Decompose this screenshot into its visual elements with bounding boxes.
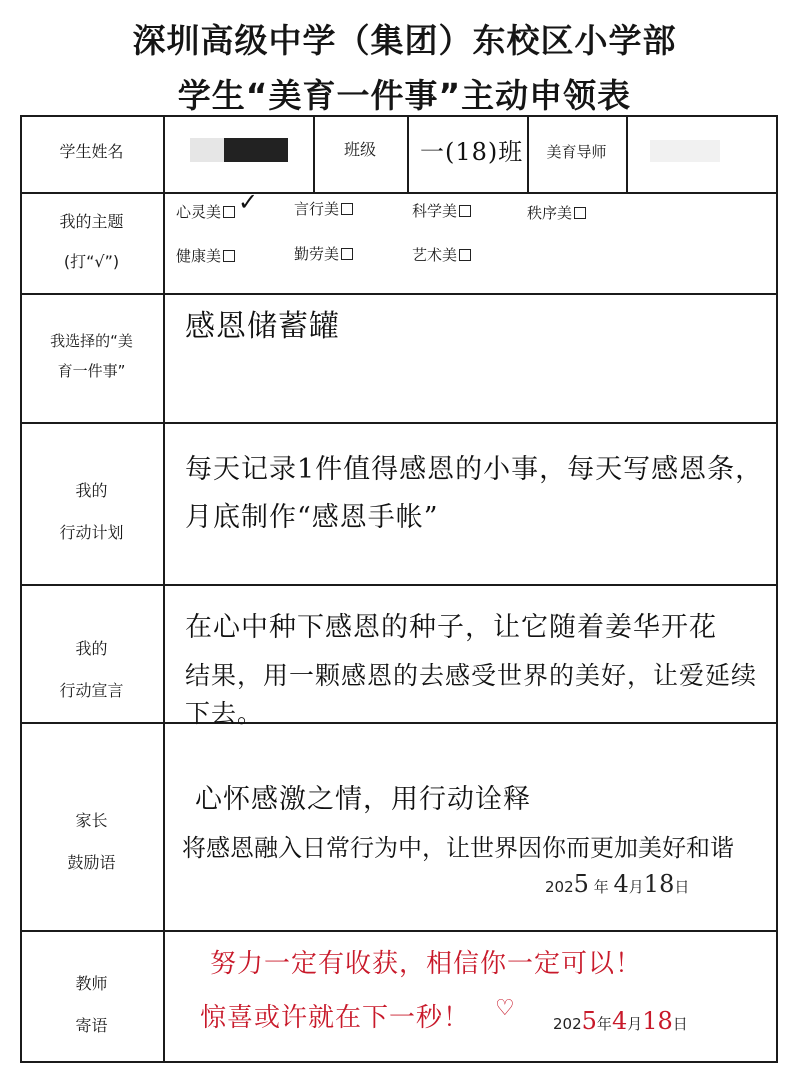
topic-label-line2: (打“√”)	[63, 252, 120, 271]
chosen-value: 感恩储蓄罐	[185, 309, 340, 344]
plan-line: 月底制作“感恩手帐”	[185, 502, 439, 533]
parent-date: 2025 年 4月18日	[545, 870, 690, 898]
topic-option[interactable]: 言行美	[294, 198, 353, 219]
redacted-name-blur	[190, 138, 224, 162]
class-label: 班级	[343, 140, 376, 159]
parent-label: 家长 鼓励语	[67, 811, 116, 872]
topic-option[interactable]: 科学美	[412, 200, 471, 221]
redacted-student-name	[224, 138, 288, 162]
parent-comment-line: 心怀感激之情，用行动诠释	[195, 784, 531, 815]
row-divider	[20, 422, 778, 424]
form-title: 深圳高级中学（集团）东校区小学部	[132, 21, 677, 60]
mentor-label: 美育导师	[546, 143, 607, 161]
row-divider	[20, 584, 778, 586]
student-name-label: 学生姓名	[59, 142, 124, 161]
topic-option[interactable]: 勤劳美	[294, 243, 353, 264]
redacted-mentor-name	[650, 140, 720, 162]
plan-line: 每天记录1件值得感恩的小事，每天写感恩条，	[185, 454, 764, 485]
chosen-label: 我选择的“美 育一件事”	[50, 332, 133, 380]
checkbox-icon[interactable]	[341, 203, 353, 215]
declaration-label: 我的 行动宣言	[59, 639, 124, 700]
checkbox-icon[interactable]	[223, 250, 235, 262]
checkbox-icon[interactable]	[459, 205, 471, 217]
checkbox-icon[interactable]	[341, 248, 353, 260]
topic-option[interactable]: 艺术美	[412, 244, 471, 265]
teacher-date: 2025年4月18日	[553, 1007, 688, 1035]
column-divider	[163, 115, 165, 1063]
row-divider	[20, 930, 778, 932]
column-divider	[407, 115, 409, 192]
class-value: 一(18)班	[420, 138, 524, 166]
declaration-line: 结果，用一颗感恩的去感受世界的美好，让爱延续	[185, 661, 758, 690]
heart-icon: ♡	[495, 996, 515, 1021]
row-divider	[20, 722, 778, 724]
topic-option[interactable]: 心灵美	[176, 201, 235, 222]
teacher-comment-line: 惊喜或许就在下一秒！	[200, 1003, 471, 1033]
checkmark-icon: ✓	[238, 188, 259, 216]
topic-label	[20, 202, 163, 282]
parent-comment-line: 将感恩融入日常行为中，让世界因你而更加美好和谐	[182, 834, 734, 862]
row-divider	[20, 192, 778, 194]
column-divider	[626, 115, 628, 192]
teacher-label: 教师 寄语	[75, 974, 108, 1035]
topic-option[interactable]: 秩序美	[527, 202, 586, 223]
form-subtitle: 学生“美育一件事”主动申领表	[177, 76, 632, 115]
checkbox-icon[interactable]	[459, 249, 471, 261]
declaration-line: 下去。	[185, 699, 264, 728]
topic-label-line1: 我的主题	[59, 212, 124, 231]
teacher-comment-line: 努力一定有收获，相信你一定可以！	[210, 949, 643, 979]
declaration-line: 在心中种下感恩的种子，让它随着姜华开花	[185, 612, 717, 643]
checkbox-icon[interactable]	[223, 206, 235, 218]
checkbox-icon[interactable]	[574, 207, 586, 219]
topic-option[interactable]: 健康美	[176, 245, 235, 266]
plan-label: 我的 行动计划	[59, 481, 124, 542]
row-divider	[20, 293, 778, 295]
